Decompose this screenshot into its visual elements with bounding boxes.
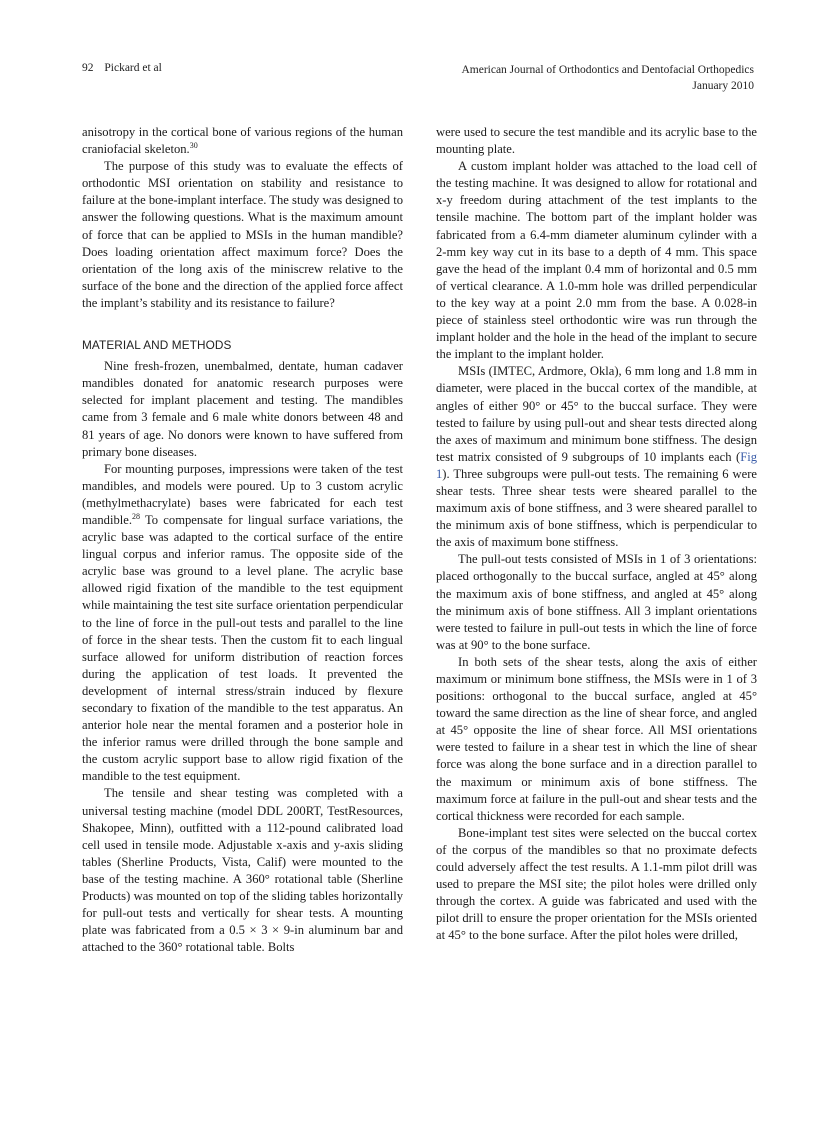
paragraph-msi-placement: [436, 363, 757, 551]
paragraph-text: For mounting purposes, impressions were taken of the test mandibles, and models were poured. Up to 3 custom acrylic (methylmethacrylate) bases were fabricated for each test mandible.: [82, 461, 403, 527]
paragraph-mounting: [82, 461, 403, 786]
paragraph-text: anisotropy in the cortical bone of various regions of the human craniofacial skeleton.: [82, 125, 403, 157]
issue-date: January 2010: [692, 80, 754, 92]
paragraph-shear-tests: In both sets of the shear tests, along the axis of either maximum or minimum bone stiffness, the MSIs were in 1 of 3 positions: orthogonal to the buccal surface, angled at 45° toward the same direction as the line of shear force, and angled at 45° opposite the line of shear force. All MSI orientations were tested to failure in a shear test in which the line of shear force was along the bone surface and in a direction parallel to the maximum or minimum axis of bone stiffness. The maximum force at failure in the pull-out and shear tests and the cortical thickness were recorded for each sample.: [436, 654, 757, 823]
paragraph-text: To compensate for lingual surface variations, the acrylic base was adapted to the cortical surface of the entire lingual corpus and inferior ramus. The opposite side of the acrylic base was ground to a level plane. The acrylic base allowed rigid fixation of the mandible to the test equipment while maintaining the test site surface orientation perpendicular to the line of force in the pull-out tests and parallel to the line of force in the shear tests. Then the custom fit to each lingual surface allowed for uniform distribution of reaction forces during the application of test loads. It prevented the development of internal stress/strain induced by flexure secondary to fixation of the mandible to the test apparatus. An anterior hole near the mental foramen and a posterior hole in the inferior ramus were drilled through the bone sample and the custom acrylic support base to allow rigid fixation of the mandible to the test equipment.: [82, 512, 403, 784]
paragraph-specimens: Nine fresh-frozen, unembalmed, dentate, human cadaver mandibles donated for anatomic research purposes were selected for implant placement and testing. The mandibles came from 3 female and 6 male white donors between 48 and 81 years of age. No donors were known to have suffered from primary bone diseases.: [82, 359, 403, 459]
running-header-left: [82, 62, 162, 74]
paragraph-implant-holder: A custom implant holder was attached to the load cell of the testing machine. It was designed to allow for rotational and x-y freedom during attachment of the test implants to the tensile machine. The bottom part of the implant holder was fabricated from a 6.4-mm diameter aluminum cylinder with a 2-mm key way cut in its base to a depth of 4 mm. This space gave the head of the implant 0.4 mm of horizontal and 0.5 mm of vertical clearance. A 1.0-mm hole was drilled perpendicular to the key way at a point 2.0 mm from the base. A 0.028-in piece of stainless steel orthodontic wire was run through the implant holder and the hole in the head of the implant to secure the implant to the implant holder.: [436, 159, 757, 362]
right-column: [436, 124, 757, 945]
running-header-right: [461, 62, 754, 94]
left-column: [82, 124, 403, 956]
paragraph-pullout-tests: The pull-out tests consisted of MSIs in 1 of 3 orientations: placed orthogonally to the buccal surface, angled at 45° along the maximum axis of bone stiffness, and angled at 45° along the minimum axis of bone stiffness. All 3 implant orientations were tested to failure in pull-out tests in which the line of force was at 90° to the bone surface.: [436, 552, 757, 652]
paragraph-text: ). Three subgroups were pull-out tests. The remaining 6 were shear tests. Three shear tests were sheared parallel to the maximum axis of bone stiffness, and 3 were sheared parallel to the minimum axis of bone stiffness, which is perpendicular to the axis of maximum bone stiffness.: [436, 466, 757, 550]
reference-superscript: 30: [189, 141, 198, 151]
reference-superscript: 28: [132, 511, 141, 521]
paragraph-test-sites: Bone-implant test sites were selected on the buccal cortex of the corpus of the mandibles so that no proximate defects could adversely affect the test results. A 1.1-mm pilot drill was used to prepare the MSI site; the pilot holes were drilled only through the cortex. A guide was fabricated and used with the pilot drill to ensure the proper orientation for the MSIs oriented at 45° to the bone surface. After the pilot holes were drilled,: [436, 825, 757, 943]
journal-title: American Journal of Orthodontics and Dentofacial Orthopedics: [461, 64, 754, 76]
paragraph-text: MSIs (IMTEC, Ardmore, Okla), 6 mm long and 1.8 mm in diameter, were placed in the buccal cortex of the mandible, at angles of either 90° or 45° to the buccal surface. They were tested to failure by using pull-out and shear tests directed along the axes of maximum and minimum bone stiffness. The design test matrix consisted of 9 subgroups of 10 implants each (: [436, 364, 757, 464]
running-authors: Pickard et al: [104, 62, 162, 74]
section-heading-methods: MATERIAL AND METHODS: [82, 338, 232, 353]
paragraph: [82, 124, 403, 158]
page-number: 92: [82, 62, 94, 74]
paragraph: were used to secure the test mandible and its acrylic base to the mounting plate.: [436, 125, 757, 157]
figure-1-link[interactable]: Fig 1: [436, 449, 757, 481]
paragraph-testing-machine: The tensile and shear testing was completed with a universal testing machine (model DDL 200RT, TestResources, Shakopee, Minn), outfitted with a 112-pound calibrated load cell used in tensile mode. Adjustable x-axis and y-axis sliding tables (Sherline Products, Vista, Calif) were mounted to the base of the testing machine. A 360° rotational table (Sherline Products) was mounted on top of the sliding tables horizontally for pull-out tests and vertically for shear tests. A mounting plate was fabricated from a 0.5 × 3 × 9-in aluminum bar and attached to the 360° rotational table. Bolts: [82, 786, 403, 955]
paragraph-purpose: The purpose of this study was to evaluate the effects of orthodontic MSI orientation on stability and resistance to failure at the bone-implant interface. The study was designed to answer the following questions. What is the maximum amount of force that can be applied to MSIs in the human mandible? Does loading orientation affect maximum force? Does the orientation of the long axis of the miniscrew relative to the surface of the bone and the direction of the applied force affect the implant’s stability and its resistance to failure?: [82, 159, 403, 310]
